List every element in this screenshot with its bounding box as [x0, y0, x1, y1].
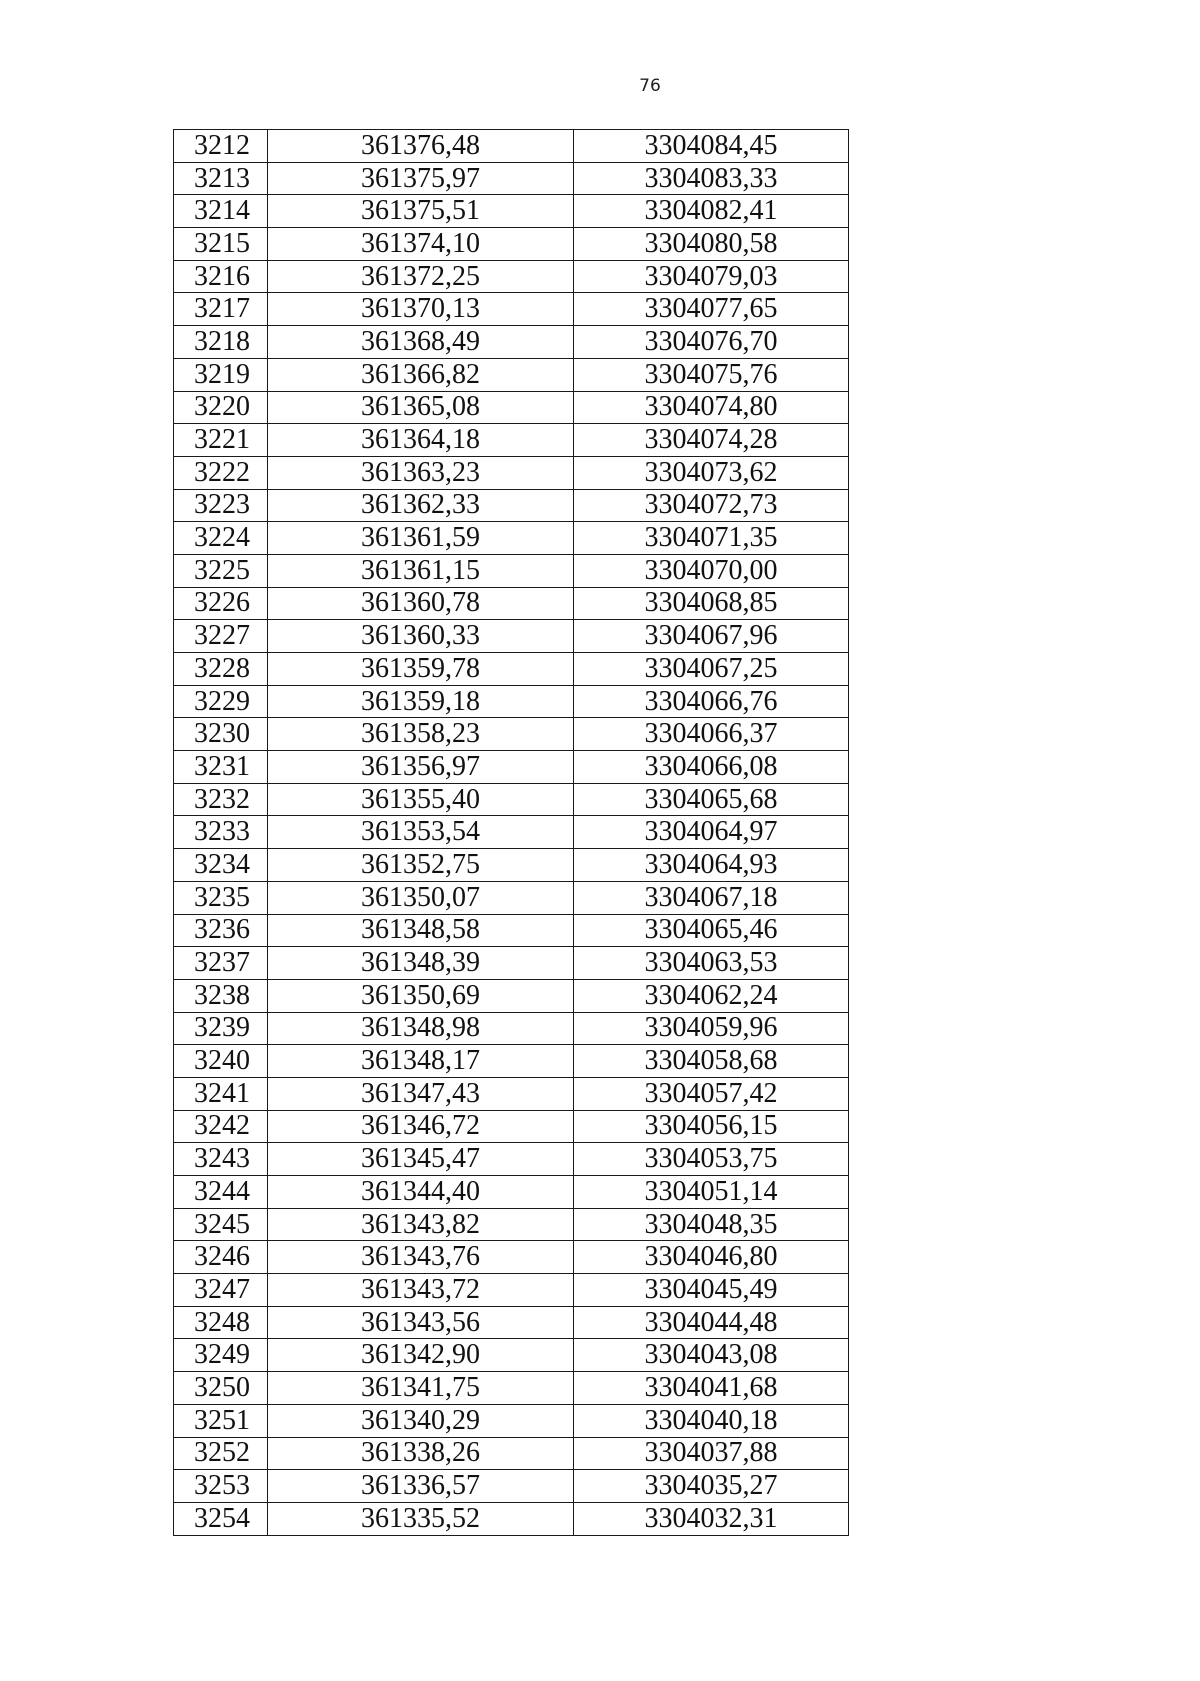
table-row: [174, 685, 849, 718]
x-coordinate-cell: 361338,26: [268, 1437, 574, 1470]
table-row: [174, 1274, 849, 1307]
table-row: [174, 358, 849, 391]
y-coordinate-cell: 3304083,33: [574, 162, 849, 195]
table-row: [174, 522, 849, 555]
table-row: [174, 587, 849, 620]
x-coordinate-cell: 361364,18: [268, 424, 574, 457]
y-coordinate-cell: 3304070,00: [574, 554, 849, 587]
point-number-cell: 3245: [174, 1208, 268, 1241]
page-number: 76: [639, 76, 661, 96]
y-coordinate-cell: 3304064,93: [574, 849, 849, 882]
table-row: [174, 456, 849, 489]
point-number-cell: 3224: [174, 522, 268, 555]
table-row: [174, 130, 849, 163]
y-coordinate-cell: 3304058,68: [574, 1045, 849, 1078]
y-coordinate-cell: 3304041,68: [574, 1372, 849, 1405]
y-coordinate-cell: 3304045,49: [574, 1274, 849, 1307]
point-number-cell: 3235: [174, 881, 268, 914]
x-coordinate-cell: 361363,23: [268, 456, 574, 489]
coordinates-table: [173, 129, 849, 1536]
table-row: [174, 1470, 849, 1503]
x-coordinate-cell: 361356,97: [268, 751, 574, 784]
point-number-cell: 3241: [174, 1077, 268, 1110]
table-row: [174, 1208, 849, 1241]
y-coordinate-cell: 3304066,76: [574, 685, 849, 718]
table-row: [174, 783, 849, 816]
x-coordinate-cell: 361365,08: [268, 391, 574, 424]
y-coordinate-cell: 3304074,28: [574, 424, 849, 457]
y-coordinate-cell: 3304077,65: [574, 293, 849, 326]
point-number-cell: 3214: [174, 195, 268, 228]
y-coordinate-cell: 3304066,08: [574, 751, 849, 784]
table-row: [174, 424, 849, 457]
table-row: [174, 1306, 849, 1339]
y-coordinate-cell: 3304037,88: [574, 1437, 849, 1470]
point-number-cell: 3221: [174, 424, 268, 457]
x-coordinate-cell: 361350,69: [268, 979, 574, 1012]
point-number-cell: 3225: [174, 554, 268, 587]
y-coordinate-cell: 3304057,42: [574, 1077, 849, 1110]
x-coordinate-cell: 361352,75: [268, 849, 574, 882]
x-coordinate-cell: 361348,58: [268, 914, 574, 947]
table-row: [174, 293, 849, 326]
table-row: [174, 751, 849, 784]
y-coordinate-cell: 3304079,03: [574, 260, 849, 293]
table-row: [174, 1110, 849, 1143]
x-coordinate-cell: 361358,23: [268, 718, 574, 751]
table-row: [174, 1077, 849, 1110]
x-coordinate-cell: 361343,72: [268, 1274, 574, 1307]
x-coordinate-cell: 361362,33: [268, 489, 574, 522]
point-number-cell: 3223: [174, 489, 268, 522]
point-number-cell: 3234: [174, 849, 268, 882]
y-coordinate-cell: 3304067,18: [574, 881, 849, 914]
table-row: [174, 849, 849, 882]
table-row: [174, 326, 849, 359]
y-coordinate-cell: 3304074,80: [574, 391, 849, 424]
y-coordinate-cell: 3304063,53: [574, 947, 849, 980]
table-row: [174, 620, 849, 653]
point-number-cell: 3236: [174, 914, 268, 947]
table-row: [174, 1372, 849, 1405]
y-coordinate-cell: 3304066,37: [574, 718, 849, 751]
y-coordinate-cell: 3304059,96: [574, 1012, 849, 1045]
y-coordinate-cell: 3304043,08: [574, 1339, 849, 1372]
y-coordinate-cell: 3304067,96: [574, 620, 849, 653]
y-coordinate-cell: 3304067,25: [574, 653, 849, 686]
x-coordinate-cell: 361341,75: [268, 1372, 574, 1405]
y-coordinate-cell: 3304076,70: [574, 326, 849, 359]
table-row: [174, 1339, 849, 1372]
point-number-cell: 3222: [174, 456, 268, 489]
table-row: [174, 947, 849, 980]
table-row: [174, 554, 849, 587]
point-number-cell: 3229: [174, 685, 268, 718]
table-row: [174, 979, 849, 1012]
x-coordinate-cell: 361335,52: [268, 1502, 574, 1535]
x-coordinate-cell: 361344,40: [268, 1176, 574, 1209]
point-number-cell: 3227: [174, 620, 268, 653]
point-number-cell: 3254: [174, 1502, 268, 1535]
y-coordinate-cell: 3304080,58: [574, 228, 849, 261]
y-coordinate-cell: 3304073,62: [574, 456, 849, 489]
point-number-cell: 3216: [174, 260, 268, 293]
point-number-cell: 3218: [174, 326, 268, 359]
x-coordinate-cell: 361360,78: [268, 587, 574, 620]
point-number-cell: 3228: [174, 653, 268, 686]
y-coordinate-cell: 3304056,15: [574, 1110, 849, 1143]
x-coordinate-cell: 361366,82: [268, 358, 574, 391]
point-number-cell: 3215: [174, 228, 268, 261]
point-number-cell: 3220: [174, 391, 268, 424]
point-number-cell: 3252: [174, 1437, 268, 1470]
y-coordinate-cell: 3304082,41: [574, 195, 849, 228]
point-number-cell: 3217: [174, 293, 268, 326]
y-coordinate-cell: 3304048,35: [574, 1208, 849, 1241]
point-number-cell: 3249: [174, 1339, 268, 1372]
y-coordinate-cell: 3304065,68: [574, 783, 849, 816]
point-number-cell: 3242: [174, 1110, 268, 1143]
x-coordinate-cell: 361343,56: [268, 1306, 574, 1339]
point-number-cell: 3246: [174, 1241, 268, 1274]
x-coordinate-cell: 361361,15: [268, 554, 574, 587]
table-row: [174, 1404, 849, 1437]
table-row: [174, 1437, 849, 1470]
x-coordinate-cell: 361359,78: [268, 653, 574, 686]
x-coordinate-cell: 361343,82: [268, 1208, 574, 1241]
table-row: [174, 1502, 849, 1535]
x-coordinate-cell: 361372,25: [268, 260, 574, 293]
point-number-cell: 3250: [174, 1372, 268, 1405]
table-row: [174, 1143, 849, 1176]
table-row: [174, 816, 849, 849]
x-coordinate-cell: 361355,40: [268, 783, 574, 816]
y-coordinate-cell: 3304075,76: [574, 358, 849, 391]
point-number-cell: 3231: [174, 751, 268, 784]
x-coordinate-cell: 361348,39: [268, 947, 574, 980]
point-number-cell: 3239: [174, 1012, 268, 1045]
x-coordinate-cell: 361370,13: [268, 293, 574, 326]
x-coordinate-cell: 361376,48: [268, 130, 574, 163]
table-row: [174, 718, 849, 751]
point-number-cell: 3213: [174, 162, 268, 195]
x-coordinate-cell: 361360,33: [268, 620, 574, 653]
y-coordinate-cell: 3304046,80: [574, 1241, 849, 1274]
table-row: [174, 228, 849, 261]
y-coordinate-cell: 3304071,35: [574, 522, 849, 555]
table-row: [174, 162, 849, 195]
x-coordinate-cell: 361343,76: [268, 1241, 574, 1274]
y-coordinate-cell: 3304068,85: [574, 587, 849, 620]
point-number-cell: 3230: [174, 718, 268, 751]
point-number-cell: 3233: [174, 816, 268, 849]
y-coordinate-cell: 3304072,73: [574, 489, 849, 522]
point-number-cell: 3248: [174, 1306, 268, 1339]
x-coordinate-cell: 361346,72: [268, 1110, 574, 1143]
x-coordinate-cell: 361348,17: [268, 1045, 574, 1078]
x-coordinate-cell: 361342,90: [268, 1339, 574, 1372]
x-coordinate-cell: 361375,97: [268, 162, 574, 195]
table-row: [174, 653, 849, 686]
y-coordinate-cell: 3304044,48: [574, 1306, 849, 1339]
table-row: [174, 260, 849, 293]
table-row: [174, 391, 849, 424]
x-coordinate-cell: 361361,59: [268, 522, 574, 555]
table-row: [174, 195, 849, 228]
point-number-cell: 3244: [174, 1176, 268, 1209]
y-coordinate-cell: 3304051,14: [574, 1176, 849, 1209]
y-coordinate-cell: 3304032,31: [574, 1502, 849, 1535]
point-number-cell: 3253: [174, 1470, 268, 1503]
x-coordinate-cell: 361359,18: [268, 685, 574, 718]
table-row: [174, 1241, 849, 1274]
point-number-cell: 3219: [174, 358, 268, 391]
point-number-cell: 3240: [174, 1045, 268, 1078]
y-coordinate-cell: 3304064,97: [574, 816, 849, 849]
x-coordinate-cell: 361340,29: [268, 1404, 574, 1437]
x-coordinate-cell: 361345,47: [268, 1143, 574, 1176]
point-number-cell: 3232: [174, 783, 268, 816]
table-row: [174, 1045, 849, 1078]
x-coordinate-cell: 361375,51: [268, 195, 574, 228]
table-row: [174, 1012, 849, 1045]
x-coordinate-cell: 361368,49: [268, 326, 574, 359]
y-coordinate-cell: 3304084,45: [574, 130, 849, 163]
x-coordinate-cell: 361336,57: [268, 1470, 574, 1503]
y-coordinate-cell: 3304040,18: [574, 1404, 849, 1437]
point-number-cell: 3212: [174, 130, 268, 163]
coordinates-table-body: [174, 130, 849, 1536]
table-row: [174, 881, 849, 914]
point-number-cell: 3226: [174, 587, 268, 620]
point-number-cell: 3247: [174, 1274, 268, 1307]
table-row: [174, 1176, 849, 1209]
x-coordinate-cell: 361353,54: [268, 816, 574, 849]
point-number-cell: 3251: [174, 1404, 268, 1437]
point-number-cell: 3238: [174, 979, 268, 1012]
x-coordinate-cell: 361348,98: [268, 1012, 574, 1045]
y-coordinate-cell: 3304065,46: [574, 914, 849, 947]
point-number-cell: 3243: [174, 1143, 268, 1176]
table-row: [174, 489, 849, 522]
point-number-cell: 3237: [174, 947, 268, 980]
x-coordinate-cell: 361374,10: [268, 228, 574, 261]
y-coordinate-cell: 3304062,24: [574, 979, 849, 1012]
x-coordinate-cell: 361350,07: [268, 881, 574, 914]
table-row: [174, 914, 849, 947]
y-coordinate-cell: 3304035,27: [574, 1470, 849, 1503]
x-coordinate-cell: 361347,43: [268, 1077, 574, 1110]
y-coordinate-cell: 3304053,75: [574, 1143, 849, 1176]
